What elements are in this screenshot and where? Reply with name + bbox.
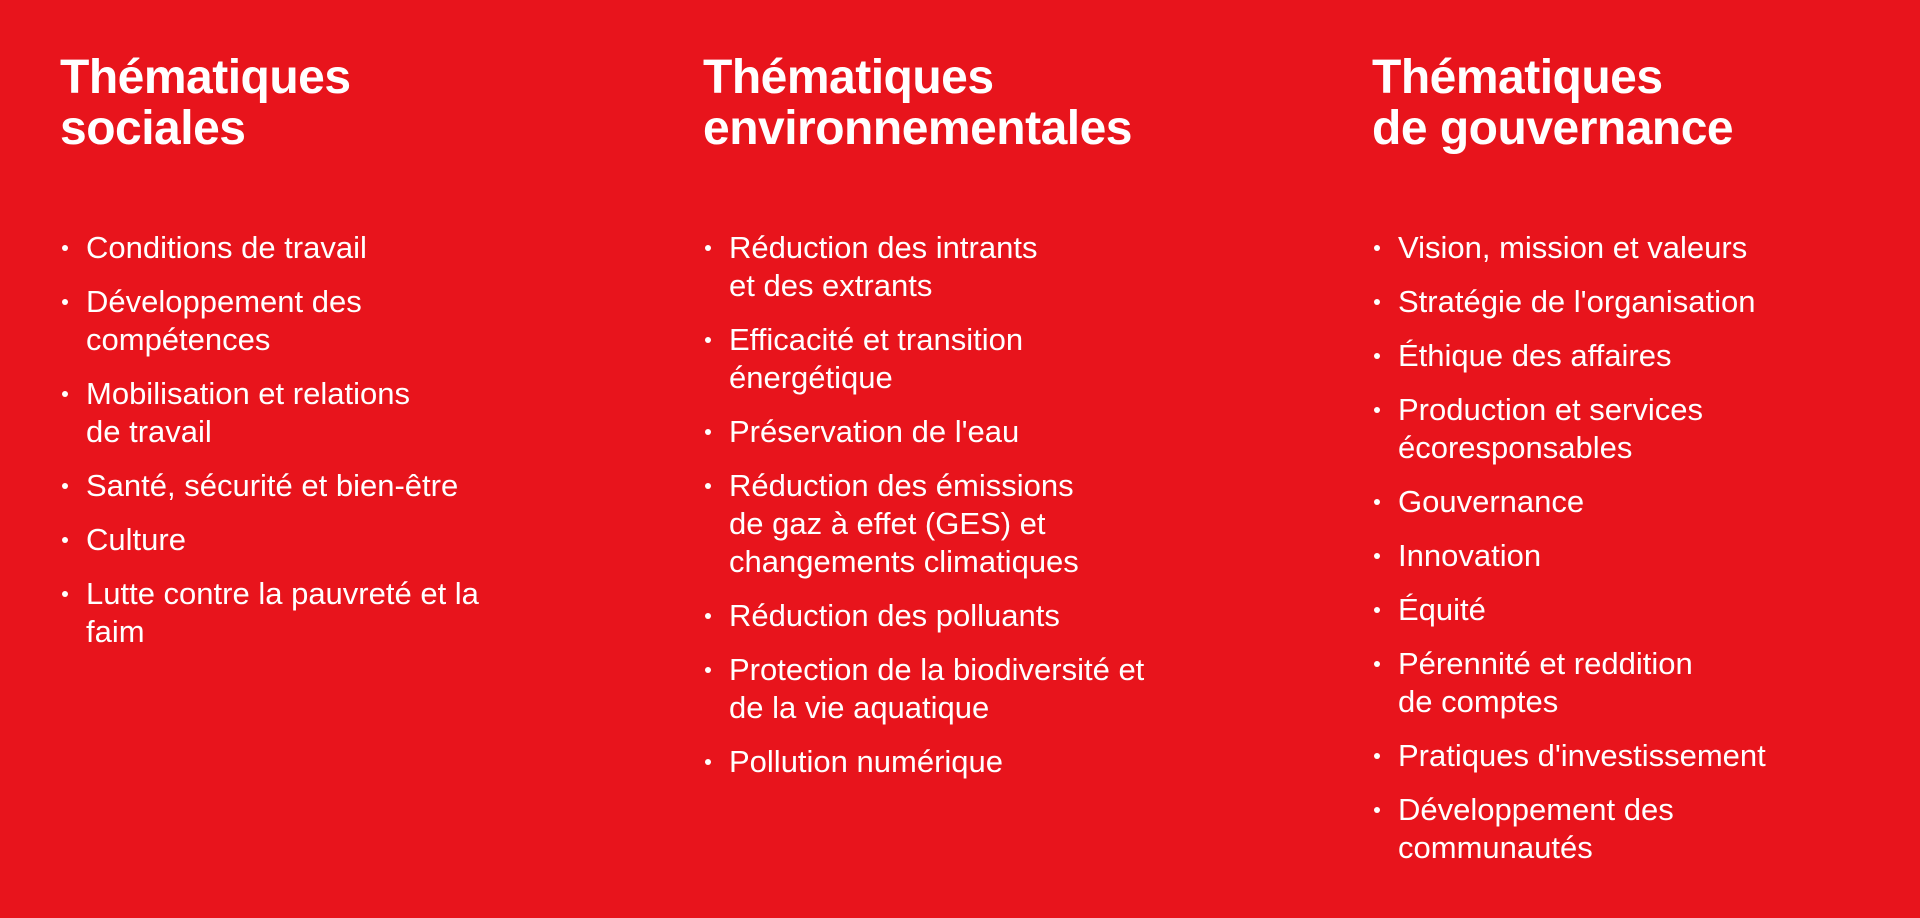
list-item-text: Réduction des polluants: [729, 598, 1060, 633]
list-item-text: Mobilisation et relations: [86, 376, 410, 411]
list-item: [703, 413, 1313, 451]
list-item: [1372, 391, 1912, 467]
list-item-text: Innovation: [1398, 538, 1542, 573]
list-item-text: Production et services: [1398, 392, 1703, 427]
list-item: [60, 575, 620, 651]
list-item-text: de gaz à effet (GES) et: [729, 506, 1046, 541]
list-item: [703, 467, 1313, 581]
list-item-text: Pollution numérique: [729, 744, 1004, 779]
bullet-icon: [62, 591, 68, 597]
list-item: [703, 321, 1313, 397]
list-item: [1372, 591, 1912, 629]
list-item: [1372, 645, 1912, 721]
bullet-icon: [1374, 553, 1380, 559]
list-item-text: communautés: [1398, 830, 1593, 865]
column-environmental: [703, 51, 1313, 779]
bullet-icon: [62, 537, 68, 543]
list-item: [60, 375, 620, 451]
bullet-icon: [1374, 407, 1380, 413]
list-item: [1372, 337, 1912, 375]
list-item-text: Pratiques d'investissement: [1398, 738, 1766, 773]
list-item-text: Développement des: [1398, 792, 1674, 827]
list-item: [703, 229, 1313, 305]
column-title-line: de gouvernance: [1372, 102, 1734, 155]
list-item: [60, 521, 620, 559]
list-item-text: Préservation de l'eau: [729, 414, 1020, 449]
column-governance: [1372, 51, 1912, 865]
column-title-environmental: [703, 52, 1313, 154]
list-item: [60, 229, 620, 267]
list-item: [1372, 229, 1912, 267]
list-item-text: Réduction des émissions: [729, 468, 1074, 503]
list-item: [703, 743, 1313, 781]
list-item-text: Gouvernance: [1398, 484, 1585, 519]
social-theme-list: [60, 229, 620, 667]
list-item: [1372, 537, 1912, 575]
list-item-text: Lutte contre la pauvreté et la: [86, 576, 479, 611]
bullet-icon: [62, 391, 68, 397]
list-item: [703, 597, 1313, 635]
list-item: [703, 651, 1313, 727]
list-item-text: Pérennité et reddition: [1398, 646, 1693, 681]
list-item: [1372, 283, 1912, 321]
bullet-icon: [705, 483, 711, 489]
column-title-social: [60, 52, 620, 154]
governance-theme-list: [1372, 229, 1912, 883]
list-item-text: Éthique des affaires: [1398, 338, 1672, 373]
bullet-icon: [1374, 299, 1380, 305]
list-item-text: Équité: [1398, 592, 1486, 627]
bullet-icon: [62, 483, 68, 489]
bullet-icon: [62, 299, 68, 305]
list-item: [60, 467, 620, 505]
list-item-text: Protection de la biodiversité et: [729, 652, 1145, 687]
list-item-text: faim: [86, 614, 145, 649]
bullet-icon: [705, 245, 711, 251]
list-item-text: énergétique: [729, 360, 893, 395]
list-item-text: Conditions de travail: [86, 230, 367, 265]
list-item-text: Santé, sécurité et bien-être: [86, 468, 459, 503]
list-item: [60, 283, 620, 359]
list-item-text: Vision, mission et valeurs: [1398, 230, 1748, 265]
column-title-governance: [1372, 52, 1912, 154]
bullet-icon: [1374, 353, 1380, 359]
column-title-line: Thématiques: [1372, 51, 1663, 104]
column-title-line: sociales: [60, 102, 246, 155]
bullet-icon: [1374, 753, 1380, 759]
bullet-icon: [1374, 607, 1380, 613]
bullet-icon: [62, 245, 68, 251]
bullet-icon: [705, 337, 711, 343]
list-item: [1372, 791, 1912, 867]
bullet-icon: [1374, 661, 1380, 667]
list-item: [1372, 483, 1912, 521]
list-item-text: compétences: [86, 322, 271, 357]
bullet-icon: [705, 667, 711, 673]
column-title-line: Thématiques: [703, 51, 994, 104]
column-title-line: Thématiques: [60, 51, 351, 104]
environmental-theme-list: [703, 229, 1313, 797]
list-item-text: écoresponsables: [1398, 430, 1633, 465]
bullet-icon: [705, 759, 711, 765]
list-item-text: changements climatiques: [729, 544, 1079, 579]
list-item-text: Réduction des intrants: [729, 230, 1038, 265]
list-item-text: de comptes: [1398, 684, 1559, 719]
list-item-text: et des extrants: [729, 268, 933, 303]
list-item-text: de travail: [86, 414, 212, 449]
list-item-text: Développement des: [86, 284, 362, 319]
bullet-icon: [705, 613, 711, 619]
bullet-icon: [1374, 245, 1380, 251]
list-item-text: Stratégie de l'organisation: [1398, 284, 1756, 319]
column-social: [60, 51, 620, 649]
bullet-icon: [1374, 499, 1380, 505]
list-item: [1372, 737, 1912, 775]
column-title-line: environnementales: [703, 102, 1132, 155]
list-item-text: Efficacité et transition: [729, 322, 1024, 357]
bullet-icon: [705, 429, 711, 435]
list-item-text: Culture: [86, 522, 186, 557]
list-item-text: de la vie aquatique: [729, 690, 990, 725]
bullet-icon: [1374, 807, 1380, 813]
